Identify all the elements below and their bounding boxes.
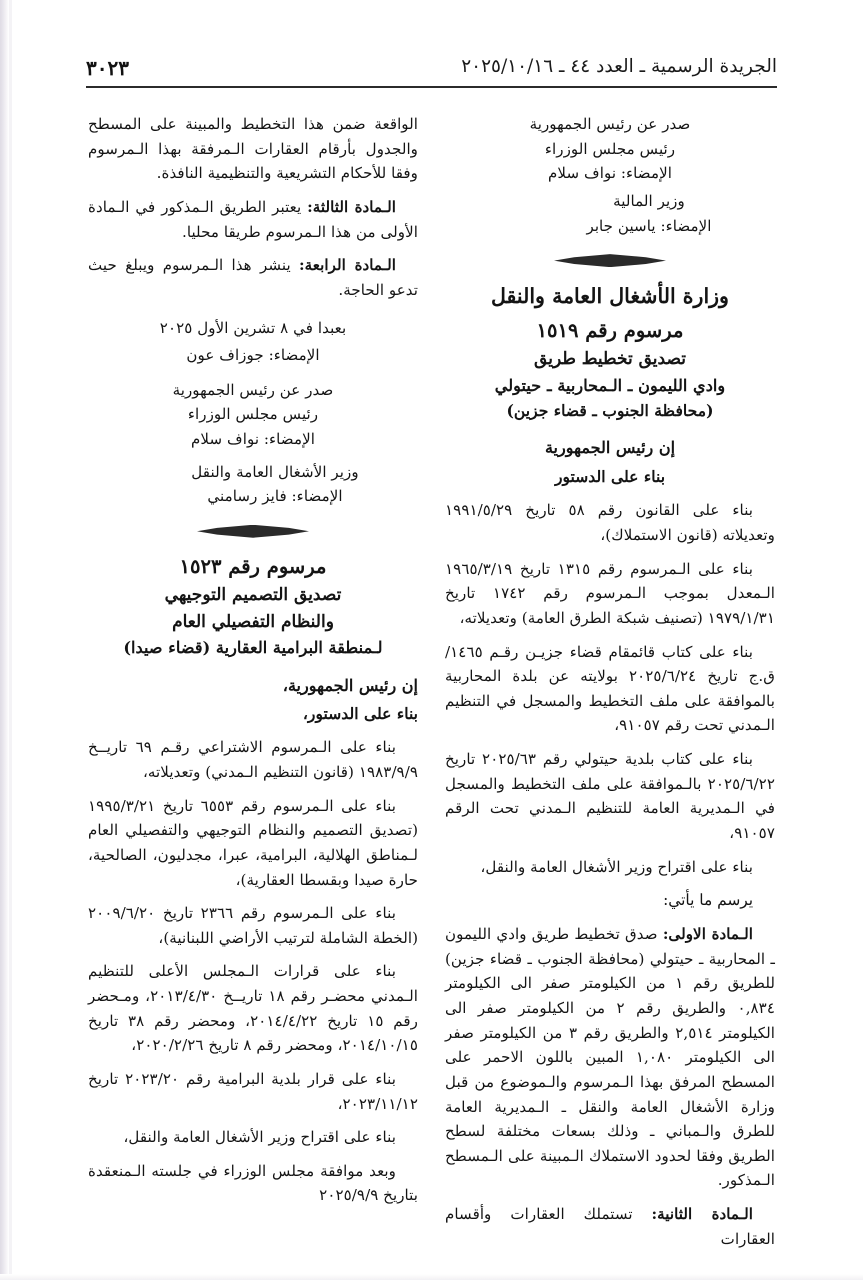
decree-1519-ministry: وزارة الأشغال العامة والنقل (491, 284, 729, 309)
decree-1523-clause: بناء على قرارات الـمجلس الأعلى للتنظيم الـمدني محضـر رقم ١٨ تاريــخ ٢٠١٣/٤/٣٠، ومـحضر رقم ١٥ تاريخ ٢٠١٤/٤/٢٢، ومحضر رقم ٣٨ تاريخ ٢٠١٤/١٠/١٥، ومحضر رقم ٨ تاريخ ٢٠٢٠/٢/٢٦، (88, 962, 418, 1055)
article-four-label: الـمادة الرابعة: (299, 256, 396, 275)
right-column (445, 112, 775, 1260)
article-four-text: ينشر هذا الـمرسوم ويبلغ حيث تدعو الحاجة. (88, 256, 418, 299)
scan-edge-strip-inner (9, 0, 12, 1280)
decree-1519-jurisdiction: (محافظة الجنوب ـ قضاء جزين) (506, 400, 714, 420)
header-rule (86, 86, 777, 88)
decree-1519-signature-block (88, 378, 418, 452)
decree-1519-article-four (88, 253, 418, 302)
scan-edge-strip (0, 0, 9, 1280)
article-two-text-start: تستملك العقارات وأقسام العقارات (445, 1205, 775, 1248)
decree-1523-clause: بناء على قرار بلدية البرامية رقم ٢٠٢٣/٢٠ تاريخ ٢٠٢٣/١١/١٢، (88, 1069, 418, 1113)
decree-1523-preamble-president: إن رئيس الجمهورية، (282, 676, 418, 696)
signature-block-finance (445, 189, 775, 238)
decree-1519-place-date-block (88, 316, 418, 367)
decree-1523-preamble-constitution: بناء على الدستور، (302, 704, 418, 724)
scan-edge-bottom (0, 1274, 863, 1280)
decree-1519-clause: بناء على القانون رقم ٥٨ تاريخ ١٩٩١/٥/٢٩ وتعديلاته (قانون الاستملاك)، (445, 501, 775, 545)
decree-1519-clause: بناء على كتاب قائمقام قضاء جزيـن رقـم ١٤٦٥/ق.ج تاريخ ٢٠٢٥/٦/٢٤ بولايته عن بلدة المحاربية بالموافقة على ملف التخطيط والمسجل في التنظيم الـمدني تحت رقم ٩١٠٥٧، (445, 642, 775, 735)
decree-1519-clause: بناء على كتاب بلدية حيتولي رقم ٢٠٢٥/٦٣ تاريخ ٢٠٢٥/٦/٢٢ بالـموافقة على ملف التخطيط والمسجل في الـمديرية العامة للتنظيم الـمدني تحت الرقم ٩١٠٥٧، (445, 750, 775, 842)
decree-1523-clause: بناء على الـمرسوم رقم ٢٣٦٦ تاريخ ٢٠٠٩/٦/٢٠ (الخطة الشاملة لترتيب الأراضي اللبنانية)، (88, 904, 418, 947)
gazette-title: الجريدة الرسمية ـ العدد ٤٤ ـ ٢٠٢٥/١٠/١٦ (461, 56, 777, 77)
finance-minister-title: وزير المالية (613, 191, 685, 210)
decree-1519-clause: بناء على اقتراح وزير الأشغال العامة والنقل، (480, 857, 753, 876)
prime-minister-signature: الإمضاء: نواف سلام (548, 164, 672, 183)
decree-1519-clause: بناء على الـمرسوم رقم ١٣١٥ تاريخ ١٩٦٥/٣/١٩ الـمعدل بموجب الـمرسوم رقم ١٧٤٢ تاريخ ١٩٧٩/١/٣١ (تصنيف شبكة الطرق العامة) وتعديلاته، (445, 559, 775, 627)
decree-1523-subject-line1: تصديق التصميم التوجيهي (164, 585, 342, 605)
section-ornament-icon (197, 525, 309, 538)
decree-1519-subject: تصديق تخطيط طريق (534, 349, 686, 370)
decree-1519-number: مرسوم رقم ١٥١٩ (536, 318, 684, 342)
president-signature: الإمضاء: جوزاف عون (186, 346, 320, 364)
article-two-label: الـمادة الثانية: (651, 1205, 753, 1224)
decree-1523-clause: وبعد موافقة مجلس الوزراء في جلسته الـمنعقدة بتاريخ ٢٠٢٥/٩/٩ (88, 1161, 418, 1205)
prime-minister-title: رئيس مجلس الوزراء (187, 405, 319, 424)
decree-1523-heading (88, 552, 418, 661)
decree-1519-preamble-constitution: بناء على الدستور (554, 467, 666, 487)
decree-1519-article-one (445, 922, 775, 1193)
article-one-label: الـمادة الاولى: (662, 925, 753, 944)
decree-1523-clause: بناء على الـمرسوم الاشتراعي رقـم ٦٩ تاريــخ ١٩٨٣/٩/٩ (قانون التنظيم الـمدني) وتعديلاته، (88, 738, 418, 782)
decree-1519-works-minister-block (88, 460, 418, 509)
decree-1523-clause: بناء على الـمرسوم رقم ٦٥٥٣ تاريخ ١٩٩٥/٣/٢١ (تصديق التصميم والنظام التوجيهي والتفصيلي العام لـمناطق الهلالية، البرامية، عبرا، مجدليون، الصالحية، حارة صيدا وبقسطا العقارية)، (88, 796, 418, 889)
article-one-text: صدق تخطيط طريق وادي الليمون ـ المحاربية ـ حيتولي (محافظة الجنوب ـ قضاء جزين) للطريق رقم ١ من الكيلومتر صفر الى الكيلومتر ٠,٨٣٤ والطريق رقم ٢ من الكيلومتر صفر الى الكيلومتر ٢,٥١٤ والطريق رقم ٣ من الكيلومتر صفر الى الكيلومتر ١,٠٨٠ المبين باللون الاحمر على المسطح المرفق بهذا الـمرسوم والـموضوع من قبل وزارة الأشغال العامة والنقل ـ الـمديرية العامة للطرق والـمباني ـ وذلك بسعات مختلفة لسطح الطريق وفقا لحدود الاستملاك الـمبينة على الـمسطح الـمذكور. (445, 925, 776, 1190)
decree-1519-preamble-president: إن رئيس الجمهورية (544, 438, 676, 458)
decree-1523-clause: بناء على اقتراح وزير الأشغال العامة والنقل، (123, 1128, 396, 1147)
decree-1519-article-two-continued: الواقعة ضمن هذا التخطيط والمبينة على المسطح والجدول بأرقام العقارات الـمرفقة بهذا الـمرسوم وفقا للأحكام التشريعية والتنظيمية النافذة. (88, 115, 418, 183)
place-and-date: بعبدا في ٨ تشرين الأول ٢٠٢٥ (159, 319, 347, 338)
issued-by-president: صدر عن رئيس الجمهورية (172, 380, 334, 399)
decree-1523-number: مرسوم رقم ١٥٢٣ (179, 554, 327, 578)
decree-1519-article-two-start (445, 1202, 775, 1251)
decree-1519-locations: وادي الليمون ـ الـمحاربية ـ حيتولي (494, 375, 726, 395)
issued-by-president: صدر عن رئيس الجمهورية (529, 115, 691, 133)
section-ornament-icon (554, 254, 666, 267)
decree-1523-subject-line2: والنظام التفصيلي العام (172, 611, 334, 632)
decree-1519-enacting-formula: يرسم ما يأتي: (663, 891, 753, 910)
signature-block-top (445, 112, 775, 186)
prime-minister-title: رئيس مجلس الوزراء (544, 139, 676, 158)
works-minister-title: وزير الأشغال العامة والنقل (191, 462, 359, 481)
works-minister-signature: الإمضاء: فايز رسامني (207, 487, 343, 506)
left-column (88, 112, 418, 1217)
prime-minister-signature: الإمضاء: نواف سلام (191, 429, 315, 448)
finance-minister-signature: الإمضاء: ياسين جابر (586, 216, 712, 235)
decree-1519-heading (445, 281, 775, 422)
decree-1523-area: لـمنطقة البرامية العقارية (قضاء صيدا) (123, 638, 383, 657)
page-masthead (86, 56, 777, 90)
page-number: ٣٠٢٣ (86, 56, 129, 80)
article-three-text: يعتبر الطريق الـمذكور في الـمادة الأولى من هذا الـمرسوم طريقا محليا. (88, 197, 418, 241)
article-three-label: الـمادة الثالثة: (307, 197, 396, 216)
decree-1519-article-three (88, 195, 418, 244)
